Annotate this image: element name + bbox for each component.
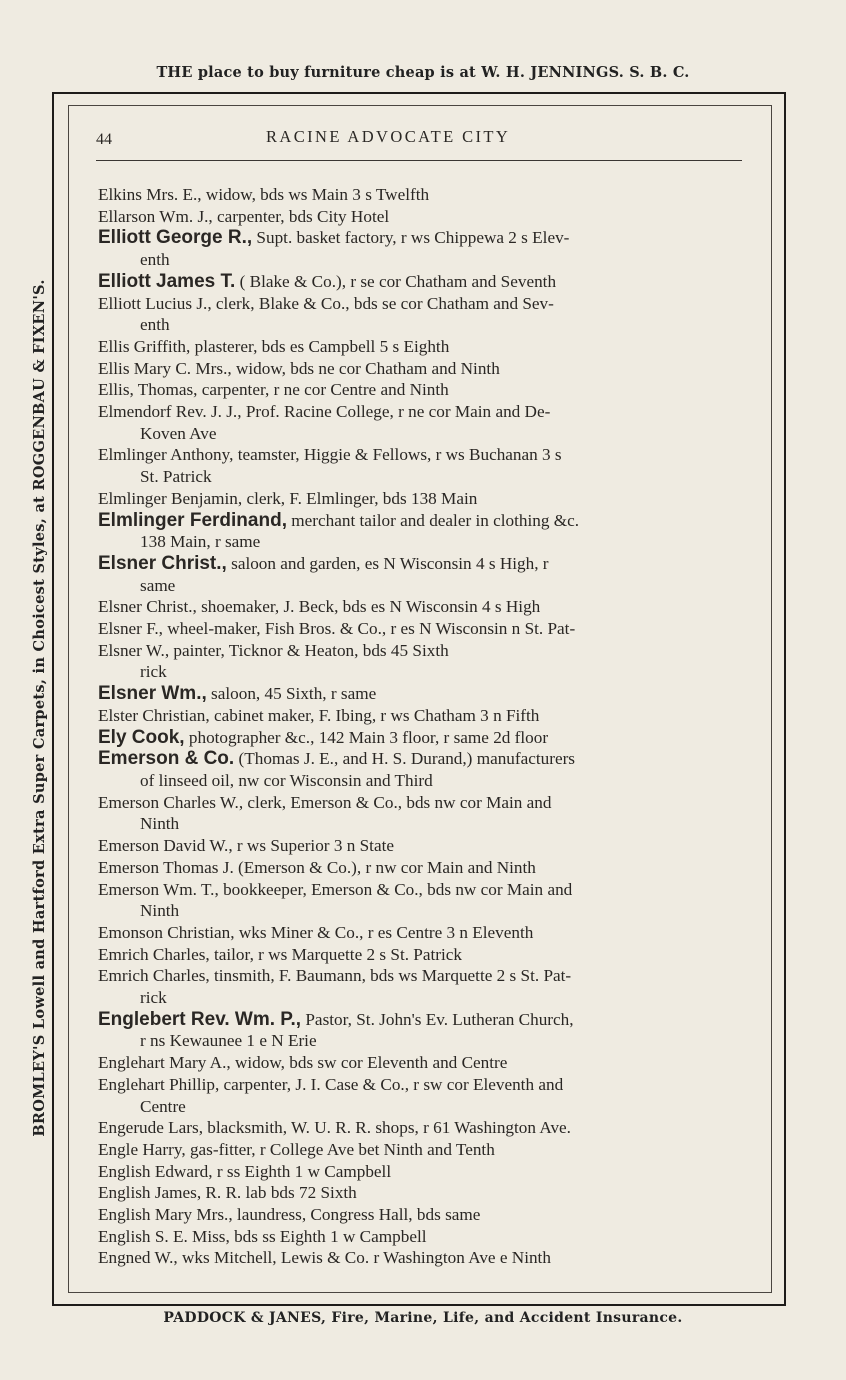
entry-continuation	[98, 813, 746, 835]
entry-text: 138 Main, r same	[140, 532, 261, 552]
directory-entry	[98, 618, 746, 640]
entry-text: Elmlinger Anthony, teamster, Higgie & Fellows, r ws Buchanan 3 s	[98, 445, 562, 465]
entry-bold-name: Ely Cook,	[98, 726, 185, 748]
entry-text: Emerson Charles W., clerk, Emerson & Co., bds nw cor Main and	[98, 792, 552, 812]
entry-text: Engned W., wks Mitchell, Lewis & Co. r Washington Ave e Ninth	[98, 1248, 551, 1268]
entry-line	[98, 705, 746, 727]
entry-line	[98, 944, 746, 966]
directory-entry	[98, 944, 746, 966]
entry-text: Centre	[140, 1096, 186, 1116]
entry-line	[98, 683, 746, 705]
entry-continuation	[98, 900, 746, 922]
entry-continuation	[98, 1096, 746, 1118]
directory-entry	[98, 1139, 746, 1161]
directory-entry	[98, 553, 746, 596]
entry-line	[98, 1161, 746, 1183]
entry-text: Emerson Wm. T., bookkeeper, Emerson & Co., bds nw cor Main and	[98, 879, 573, 899]
entry-text: same	[140, 575, 176, 595]
header-rule	[96, 160, 742, 161]
directory-entry	[98, 1204, 746, 1226]
entry-text: Koven Ave	[140, 423, 217, 443]
entry-text: rick	[140, 662, 167, 682]
side-advertisement: BROMLEY'S Lowell and Hartford Extra Super Carpets, in Choicest Styles, at ROGGENBAU & FIXEN'S.	[31, 279, 48, 1137]
entry-bold-name: Elsner Christ.,	[98, 552, 227, 574]
entry-line	[98, 401, 746, 423]
entry-text: photographer &c., 142 Main 3 floor, r same 2d floor	[184, 727, 549, 747]
directory-entry	[98, 727, 746, 749]
entry-line	[98, 1247, 746, 1269]
entry-bold-name: Emerson & Co.	[98, 748, 235, 770]
entry-line	[98, 271, 746, 293]
entry-continuation	[98, 770, 746, 792]
directory-entries	[98, 184, 746, 1269]
entry-text: Ellis, Thomas, carpenter, r ne cor Centre and Ninth	[98, 380, 449, 400]
entry-text: Engle Harry, gas-fitter, r College Ave bet Ninth and Tenth	[98, 1139, 495, 1159]
directory-entry	[98, 379, 746, 401]
entry-line	[98, 1074, 746, 1096]
directory-entry	[98, 1074, 746, 1117]
entry-text: English Mary Mrs., laundress, Congress Hall, bds same	[98, 1205, 481, 1225]
directory-entry	[98, 1182, 746, 1204]
directory-entry	[98, 358, 746, 380]
entry-text: Ellis Mary C. Mrs., widow, bds ne cor Chatham and Ninth	[98, 358, 500, 378]
entry-text: Engerude Lars, blacksmith, W. U. R. R. shops, r 61 Washington Ave.	[98, 1118, 571, 1138]
entry-line	[98, 879, 746, 901]
entry-line	[98, 227, 746, 249]
entry-text: Emerson Thomas J. (Emerson & Co.), r nw cor Main and Ninth	[98, 857, 536, 877]
entry-text: enth	[140, 315, 170, 335]
directory-entry	[98, 271, 746, 293]
entry-continuation	[98, 531, 746, 553]
entry-text: Ellis Griffith, plasterer, bds es Campbell 5 s Eighth	[98, 336, 450, 356]
directory-entry	[98, 748, 746, 791]
entry-continuation	[98, 466, 746, 488]
entry-line	[98, 835, 746, 857]
entry-continuation	[98, 249, 746, 271]
entry-bold-name: Elmlinger Ferdinand,	[98, 509, 287, 531]
entry-text: (Thomas J. E., and H. S. Durand,) manufacturers	[234, 749, 575, 769]
page-number: 44	[96, 131, 112, 148]
entry-text: Ninth	[140, 814, 180, 834]
entry-text: Emrich Charles, tailor, r ws Marquette 2 s St. Patrick	[98, 944, 462, 964]
entry-line	[98, 206, 746, 228]
entry-line	[98, 857, 746, 879]
entry-text: Ellarson Wm. J., carpenter, bds City Hotel	[98, 206, 390, 226]
entry-line	[98, 379, 746, 401]
entry-text: Elsner F., wheel-maker, Fish Bros. & Co., r es N Wisconsin n St. Pat-	[98, 619, 576, 639]
directory-entry	[98, 401, 746, 444]
entry-text: saloon and garden, es N Wisconsin 4 s High, r	[226, 553, 549, 573]
entry-text: Englehart Mary A., widow, bds sw cor Eleventh and Centre	[98, 1053, 508, 1073]
entry-text: r ns Kewaunee 1 e N Erie	[140, 1031, 317, 1051]
entry-text: Supt. basket factory, r ws Chippewa 2 s Elev-	[252, 228, 570, 248]
entry-continuation	[98, 575, 746, 597]
entry-text: Emrich Charles, tinsmith, F. Baumann, bds ws Marquette 2 s St. Pat-	[98, 966, 572, 986]
directory-entry	[98, 683, 746, 705]
directory-entry	[98, 965, 746, 1008]
entry-continuation	[98, 423, 746, 445]
directory-entry	[98, 857, 746, 879]
entry-text: Elsner W., painter, Ticknor & Heaton, bds 45 Sixth	[98, 640, 449, 660]
entry-text: Elliott Lucius J., clerk, Blake & Co., bds se cor Chatham and Sev-	[98, 293, 554, 313]
directory-entry	[98, 206, 746, 228]
entry-line	[98, 1226, 746, 1248]
entry-line	[98, 640, 746, 662]
entry-line	[98, 922, 746, 944]
entry-continuation	[98, 314, 746, 336]
entry-line	[98, 510, 746, 532]
entry-text: English Edward, r ss Eighth 1 w Campbell	[98, 1161, 392, 1181]
entry-text: Elster Christian, cabinet maker, F. Ibing, r ws Chatham 3 n Fifth	[98, 705, 540, 725]
entry-continuation	[98, 661, 746, 683]
entry-text: saloon, 45 Sixth, r same	[206, 684, 377, 704]
entry-line	[98, 336, 746, 358]
entry-text: Elmlinger Benjamin, clerk, F. Elmlinger, bds 138 Main	[98, 488, 478, 508]
entry-continuation	[98, 1030, 746, 1052]
directory-entry	[98, 640, 746, 683]
entry-line	[98, 444, 746, 466]
entry-text: merchant tailor and dealer in clothing &c.	[286, 510, 580, 530]
entry-text: Elsner Christ., shoemaker, J. Beck, bds es N Wisconsin 4 s High	[98, 597, 541, 617]
entry-line	[98, 488, 746, 510]
directory-entry	[98, 1009, 746, 1052]
entry-text: Ninth	[140, 901, 180, 921]
entry-text: of linseed oil, nw cor Wisconsin and Third	[140, 770, 433, 790]
entry-text: Pastor, St. John's Ev. Lutheran Church,	[301, 1009, 574, 1029]
entry-text: English S. E. Miss, bds ss Eighth 1 w Campbell	[98, 1226, 427, 1246]
entry-bold-name: Elliott James T.	[98, 270, 236, 292]
directory-entry	[98, 293, 746, 336]
directory-entry	[98, 444, 746, 487]
directory-entry	[98, 596, 746, 618]
top-advertisement: THE place to buy furniture cheap is at W. H. JENNINGS. S. B. C.	[156, 64, 690, 81]
entry-line	[98, 727, 746, 749]
entry-line	[98, 1117, 746, 1139]
entry-text: Elmendorf Rev. J. J., Prof. Racine College, r ne cor Main and De-	[98, 402, 551, 422]
entry-line	[98, 618, 746, 640]
directory-entry	[98, 336, 746, 358]
entry-text: Emerson David W., r ws Superior 3 n State	[98, 836, 394, 856]
entry-line	[98, 1139, 746, 1161]
entry-text: rick	[140, 988, 167, 1008]
entry-text: English James, R. R. lab bds 72 Sixth	[98, 1183, 357, 1203]
entry-text: Emonson Christian, wks Miner & Co., r es Centre 3 n Eleventh	[98, 922, 534, 942]
directory-entry	[98, 835, 746, 857]
directory-entry	[98, 1247, 746, 1269]
running-head: RACINE ADVOCATE CITY	[266, 127, 511, 146]
directory-entry	[98, 1117, 746, 1139]
entry-text: enth	[140, 250, 170, 270]
entry-text: Elkins Mrs. E., widow, bds ws Main 3 s Twelfth	[98, 185, 430, 204]
entry-line	[98, 553, 746, 575]
entry-line	[98, 1182, 746, 1204]
entry-bold-name: Elsner Wm.,	[98, 683, 207, 705]
entry-line	[98, 965, 746, 987]
entry-bold-name: Englebert Rev. Wm. P.,	[98, 1008, 302, 1030]
directory-entry	[98, 184, 746, 206]
directory-entry	[98, 792, 746, 835]
directory-entry	[98, 922, 746, 944]
entry-line	[98, 792, 746, 814]
entry-line	[98, 293, 746, 315]
directory-entry	[98, 1226, 746, 1248]
directory-entry	[98, 510, 746, 553]
bottom-advertisement: PADDOCK & JANES, Fire, Marine, Life, and Accident Insurance.	[163, 1310, 683, 1326]
directory-entry	[98, 1052, 746, 1074]
entry-line	[98, 748, 746, 770]
directory-entry	[98, 227, 746, 270]
entry-line	[98, 1204, 746, 1226]
entry-line	[98, 358, 746, 380]
entry-line	[98, 596, 746, 618]
entry-continuation	[98, 987, 746, 1009]
entry-text: ( Blake & Co.), r se cor Chatham and Seventh	[235, 271, 557, 291]
entry-line	[98, 1009, 746, 1031]
entry-line	[98, 184, 746, 206]
directory-entry	[98, 488, 746, 510]
entry-bold-name: Elliott George R.,	[98, 227, 253, 249]
entry-line	[98, 1052, 746, 1074]
entry-text: Englehart Phillip, carpenter, J. I. Case & Co., r sw cor Eleventh and	[98, 1074, 564, 1094]
entry-text: St. Patrick	[140, 467, 212, 487]
directory-entry	[98, 1161, 746, 1183]
directory-entry	[98, 705, 746, 727]
directory-entry	[98, 879, 746, 922]
